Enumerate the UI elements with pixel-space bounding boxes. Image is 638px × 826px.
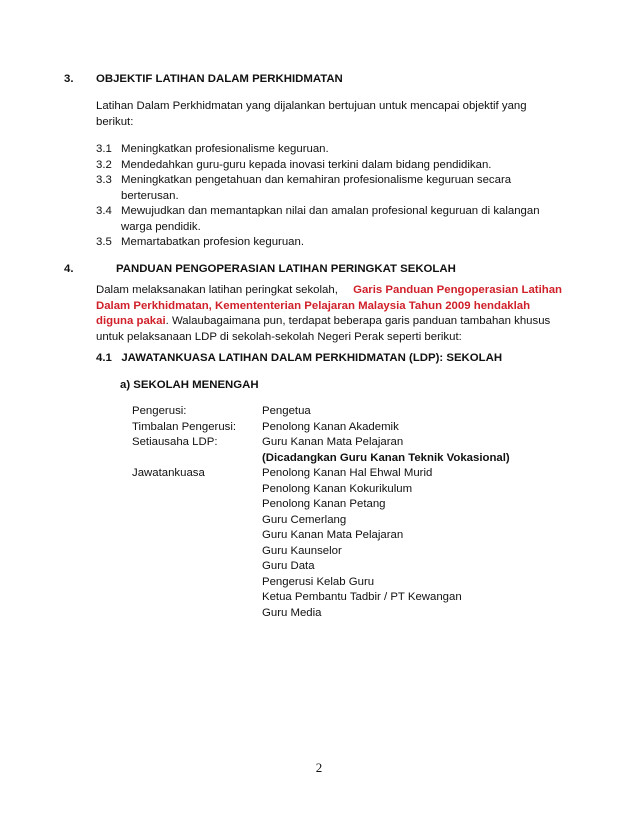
paragraph-plain-text: Dalam melaksanakan latihan peringkat sekolah, [96,284,338,296]
section-4-number: 4. [64,263,74,275]
section-4-paragraph [96,283,562,345]
objective-text: Meningkatkan pengetahuan dan kemahiran profesionalisme keguruan secara [121,174,512,186]
committee-member: Guru Data [262,560,315,572]
committee-role-label: Jawatankuasa [132,467,205,479]
paragraph-line-4 [96,330,562,346]
section-3-intro-line-1: Latihan Dalam Perkhidmatan yang dijalankan bertujuan untuk mencapai objektif yang [96,100,527,112]
paragraph-plain-text: . Walaubagaimana pun, terdapat beberapa garis panduan tambahan khusus [165,315,551,327]
guideline-reference-text: Garis Panduan Pengoperasian Latihan [353,284,562,296]
objective-text-continued: berterusan. [121,189,179,202]
committee-role-note: (Dicadangkan Guru Kanan Teknik Vokasional) [262,451,510,464]
committee-role-holder: Penolong Kanan Akademik [262,420,399,433]
objective-number: 3.4 [96,205,112,217]
subsection-title: JAWATANKUASA LATIHAN DALAM PERKHIDMATAN (LDP): SEKOLAH [121,352,503,364]
paragraph-line-3 [96,314,562,330]
committee-member: Penolong Kanan Hal Ehwal Murid [262,467,433,479]
objective-number: 3.1 [96,143,112,155]
objective-text-continued: warga pendidik. [121,220,201,233]
committee-member: Pengerusi Kelab Guru [262,575,375,588]
committee-member: Guru Kaunselor [262,544,342,557]
subsection-number: 4.1 [96,352,112,364]
objective-text: Mewujudkan dan memantapkan nilai dan amalan profesional keguruan di kalangan [121,205,540,217]
guideline-reference-text: Dalam Perkhidmatan, Kemententerian Pelajaran Malaysia Tahun 2009 hendaklah [96,299,531,312]
objective-text: Memartabatkan profesion keguruan. [121,236,304,248]
objective-number: 3.5 [96,236,112,248]
school-type-heading: a) SEKOLAH MENENGAH [120,379,259,391]
paragraph-line-1 [96,283,562,299]
section-3-number: 3. [64,73,74,85]
committee-member: Guru Kanan Mata Pelajaran [262,529,404,541]
committee-member: Ketua Pembantu Tadbir / PT Kewangan [262,591,462,603]
committee-role-label: Pengerusi: [132,405,187,417]
guideline-reference-text: diguna pakai [96,315,166,327]
objective-text: Mendedahkan guru-guru kepada inovasi terkini dalam bidang pendidikan. [121,158,492,171]
section-3-intro-line-2: berikut: [96,115,134,128]
paragraph-line-2 [96,299,562,315]
subsection-4-1-heading [96,352,502,364]
committee-role-label: Setiausaha LDP: [132,436,218,448]
committee-role-holder: Pengetua [262,405,311,417]
section-3-heading: OBJEKTIF LATIHAN DALAM PERKHIDMATAN [96,73,343,85]
committee-member: Penolong Kanan Petang [262,498,386,510]
page-number: 2 [315,760,323,775]
objective-number: 3.3 [96,174,112,186]
objective-text: Meningkatkan profesionalisme keguruan. [121,143,329,155]
section-4-heading: PANDUAN PENGOPERASIAN LATIHAN PERINGKAT SEKOLAH [116,263,456,275]
objective-number: 3.2 [96,158,112,171]
paragraph-plain-text: untuk pelaksanaan LDP di sekolah-sekolah Negeri Perak seperti berikut: [96,330,462,343]
committee-member: Penolong Kanan Kokurikulum [262,482,413,495]
committee-member: Guru Media [262,606,322,619]
committee-role-holder: Guru Kanan Mata Pelajaran [262,436,404,448]
committee-role-label: Timbalan Pengerusi: [132,420,237,433]
committee-member: Guru Cemerlang [262,513,347,526]
